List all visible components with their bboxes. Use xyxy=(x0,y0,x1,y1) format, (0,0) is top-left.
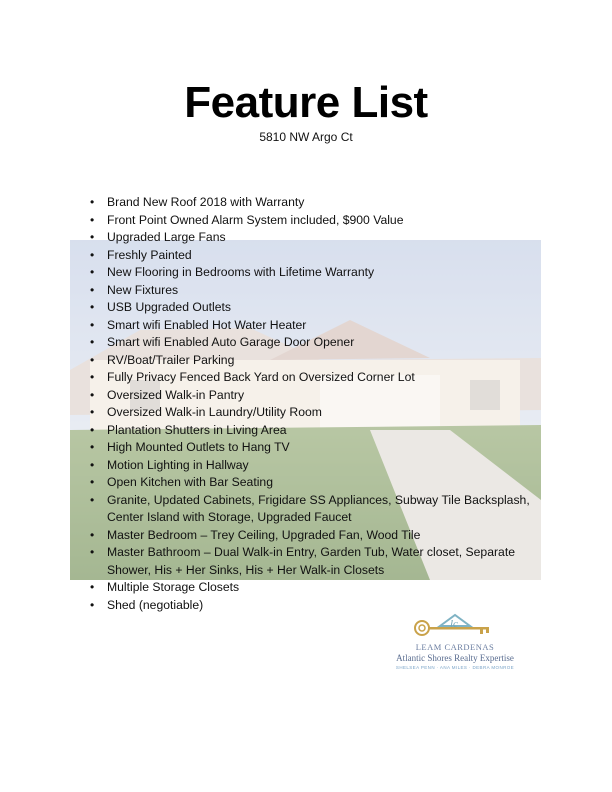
feature-item: • Master Bedroom – Trey Ceiling, Upgraded Fan, Wood Tile xyxy=(90,527,530,545)
logo-tagline: Atlantic Shores Realty Expertise xyxy=(396,653,514,663)
svg-text:lc: lc xyxy=(450,618,458,630)
feature-item: • Multiple Storage Closets xyxy=(90,579,530,597)
feature-item: • High Mounted Outlets to Hang TV xyxy=(90,439,530,457)
feature-list xyxy=(90,194,530,614)
logo-name: LEAM CARDENAS xyxy=(415,642,495,652)
feature-item: • Upgraded Large Fans xyxy=(90,229,530,247)
feature-item: • Brand New Roof 2018 with Warranty xyxy=(90,194,530,212)
feature-item: • RV/Boat/Trailer Parking xyxy=(90,352,530,370)
feature-item: • Oversized Walk-in Laundry/Utility Room xyxy=(90,404,530,422)
feature-item: • Master Bathroom – Dual Walk-in Entry, Garden Tub, Water closet, Separate Shower, His + Her Sinks, His + Her Walk-in Closets xyxy=(90,544,530,579)
feature-item: • Smart wifi Enabled Hot Water Heater xyxy=(90,317,530,335)
logo-subline: SHELSEA PENN · ANA MILES · DEBRA MONROE xyxy=(395,665,515,670)
feature-item: • Shed (negotiable) xyxy=(90,597,530,615)
feature-item: • Motion Lighting in Hallway xyxy=(90,457,530,475)
feature-item: • Fully Privacy Fenced Back Yard on Oversized Corner Lot xyxy=(90,369,530,387)
feature-item: • Open Kitchen with Bar Seating xyxy=(90,474,530,492)
feature-item: • New Flooring in Bedrooms with Lifetime Warranty xyxy=(90,264,530,282)
feature-item: • Front Point Owned Alarm System included, $900 Value xyxy=(90,212,530,230)
feature-item: • Oversized Walk-in Pantry xyxy=(90,387,530,405)
feature-item: • New Fixtures xyxy=(90,282,530,300)
feature-item: • Smart wifi Enabled Auto Garage Door Opener xyxy=(90,334,530,352)
feature-item: • USB Upgraded Outlets xyxy=(90,299,530,317)
property-address: 5810 NW Argo Ct xyxy=(259,130,353,144)
feature-item: • Plantation Shutters in Living Area xyxy=(90,422,530,440)
realty-logo xyxy=(380,612,530,692)
feature-item: • Granite, Updated Cabinets, Frigidare SS Appliances, Subway Tile Backsplash, Center Island with Storage, Upgraded Faucet xyxy=(90,492,530,527)
page-title: Feature List xyxy=(184,78,428,127)
feature-item: • Freshly Painted xyxy=(90,247,530,265)
key-house-icon xyxy=(410,612,500,640)
